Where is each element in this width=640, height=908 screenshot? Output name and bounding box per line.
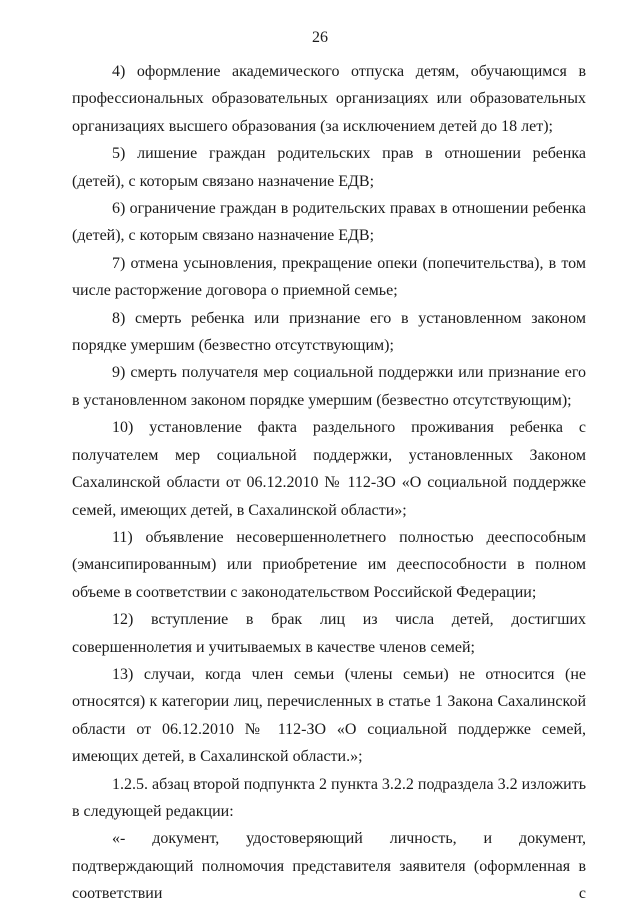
paragraph-item-6: 6) ограничение граждан в родительских правах в отношении ребенка (детей), с которым связано назначение ЕДВ;	[72, 200, 586, 245]
paragraph-item-7: 7) отмена усыновления, прекращение опеки (попечительства), в том числе расторжение договора о приемной семье;	[72, 254, 586, 300]
document-body	[72, 58, 586, 908]
paragraph-item-12: 12) вступление в брак лиц из числа детей, достигших совершеннолетия и учитываемых в качестве членов семей;	[72, 611, 586, 656]
page-number: 26	[312, 29, 328, 46]
paragraph-item-8: 8) смерть ребенка или признание его в установленном законом порядке умершим (безвестно отсутствующим);	[72, 309, 586, 355]
paragraph-item-13: 13) случаи, когда член семьи (члены семьи) не относится (не относятся) к категории лиц, перечисленных в статье 1 Закона Сахалинской области от 06.12.2010 № 112-ЗО «О социальной поддержке семей, имеющих детей, в Сахалинской области.»;	[72, 665, 586, 766]
paragraph-quoted-text: «- документ, удостоверяющий личность, и документ, подтверждающий полномочия представителя заявителя (оформленная в соответствии с	[72, 830, 586, 903]
paragraph-item-10: 10) установление факта раздельного проживания ребенка с получателем мер социальной поддержки, установленных Законом Сахалинской области от 06.12.2010 № 112-ЗО «О социальной поддержке семей, имеющих детей, в Сахалинской области»;	[72, 419, 586, 519]
paragraph-item-5: 5) лишение граждан родительских прав в отношении ребенка (детей), с которым связано назначение ЕДВ;	[72, 145, 586, 190]
paragraph-item-11: 11) объявление несовершеннолетнего полностью дееспособным (эмансипированным) или приобретение им дееспособности в полном объеме в соответствии с законодательством Российской Федерации;	[72, 528, 586, 601]
paragraph-amendment-1-2-5: 1.2.5. абзац второй подпункта 2 пункта 3.2.2 подраздела 3.2 изложить в следующей редакции:	[72, 775, 586, 820]
paragraph-item-4: 4) оформление академического отпуска детям, обучающимся в профессиональных образовательных организациях или образовательных организациях высшего образования (за исключением детей до 18 лет);	[72, 63, 586, 135]
paragraph-item-9: 9) смерть получателя мер социальной поддержки или признание его в установленном законом порядке умершим (безвестно отсутствующим);	[72, 364, 586, 409]
